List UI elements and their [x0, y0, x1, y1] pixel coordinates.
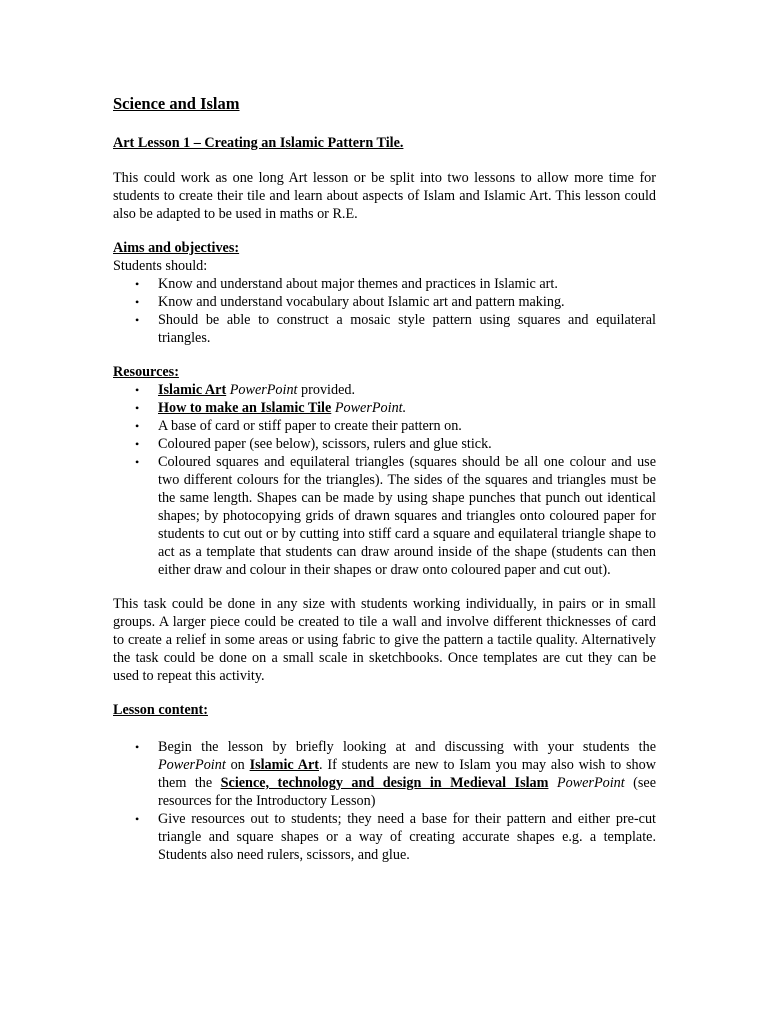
list-item: • Know and understand about major themes and practices in Islamic art. — [135, 276, 558, 292]
list-item: • Should be able to construct a mosaic style pattern using squares and equilateral triangles. — [135, 312, 656, 346]
list-item: • A base of card or stiff paper to create their pattern on. — [135, 418, 462, 434]
list-item: • Begin the lesson by briefly looking at and discussing with your students the PowerPoint on Islamic Art. If students are new to Islam you may also wish to show them the Science, technology and design in Medieval Islam PowerPoint (see resources for the Introductory Lesson) — [135, 739, 657, 809]
bullet-icon: • — [135, 401, 140, 415]
aims-lead: Students should: — [113, 258, 208, 274]
bullet-icon: • — [135, 313, 140, 327]
list-item: • Islamic Art PowerPoint provided. — [135, 382, 356, 398]
bullet-icon: • — [135, 295, 140, 309]
lesson-content-heading: Lesson content: — [113, 702, 208, 718]
aims-heading: Aims and objectives: — [113, 240, 240, 256]
lesson-link-islamic-art[interactable]: Islamic Art — [249, 757, 319, 773]
list-item: • Give resources out to students; they need a base for their pattern and either pre-cut triangle and square shapes or a way of creating accurate shapes e.g. a template. Students also need rulers, scissors, and glue. — [135, 811, 656, 863]
bullet-icon: • — [135, 455, 140, 469]
task-paragraph: This task could be done in any size with students working individually, in pairs or in small groups. A larger piece could be created to tile a wall and involve different thicknesses of card to create a relief in some areas or using fabric to give the pattern a tactile quality. Alternatively the task could be done on a small scale in sketchbooks. Once templates are cut they can be used to repeat this activity. — [113, 596, 656, 684]
bullet-icon: • — [135, 812, 140, 826]
resources-list — [113, 381, 656, 579]
document-title: Science and Islam — [113, 94, 240, 113]
list-item: • Coloured paper (see below), scissors, rulers and glue stick. — [135, 436, 492, 452]
list-item: • Coloured squares and equilateral triangles (squares should be all one colour and use two different colours for the triangles). The sides of the squares and triangles must be the same length. Shapes can be made by using shape punches that punch out identical shapes; by photocopying grids of drawn squares and triangles onto coloured paper for students to cut out or by cutting into stiff card a square and equilateral triangle shape to act as a template that students can draw around inside of the shape (students can then either draw and colour in their shapes or draw onto coloured paper and cut out). — [135, 454, 656, 578]
aims-list — [113, 275, 656, 347]
bullet-icon: • — [135, 383, 140, 397]
list-item: • How to make an Islamic Tile PowerPoint. — [135, 400, 407, 416]
lesson-link-science-technology[interactable]: Science, technology and design in Medieval Islam — [220, 775, 549, 791]
bullet-icon: • — [135, 740, 140, 754]
bullet-icon: • — [135, 437, 140, 451]
lesson-content-list — [113, 738, 656, 864]
resource-link-islamic-tile[interactable]: How to make an Islamic Tile — [158, 400, 332, 416]
intro-paragraph: This could work as one long Art lesson or be split into two lessons to allow more time for students to create their tile and learn about aspects of Islam and Islamic Art. This lesson could also be adapted to be used in maths or R.E. — [113, 170, 656, 222]
resources-heading: Resources: — [113, 364, 179, 380]
resource-link-islamic-art[interactable]: Islamic Art — [158, 382, 227, 398]
bullet-icon: • — [135, 277, 140, 291]
bullet-icon: • — [135, 419, 140, 433]
lesson-title: Art Lesson 1 – Creating an Islamic Pattern Tile. — [113, 135, 404, 151]
list-item: • Know and understand vocabulary about Islamic art and pattern making. — [135, 294, 565, 310]
